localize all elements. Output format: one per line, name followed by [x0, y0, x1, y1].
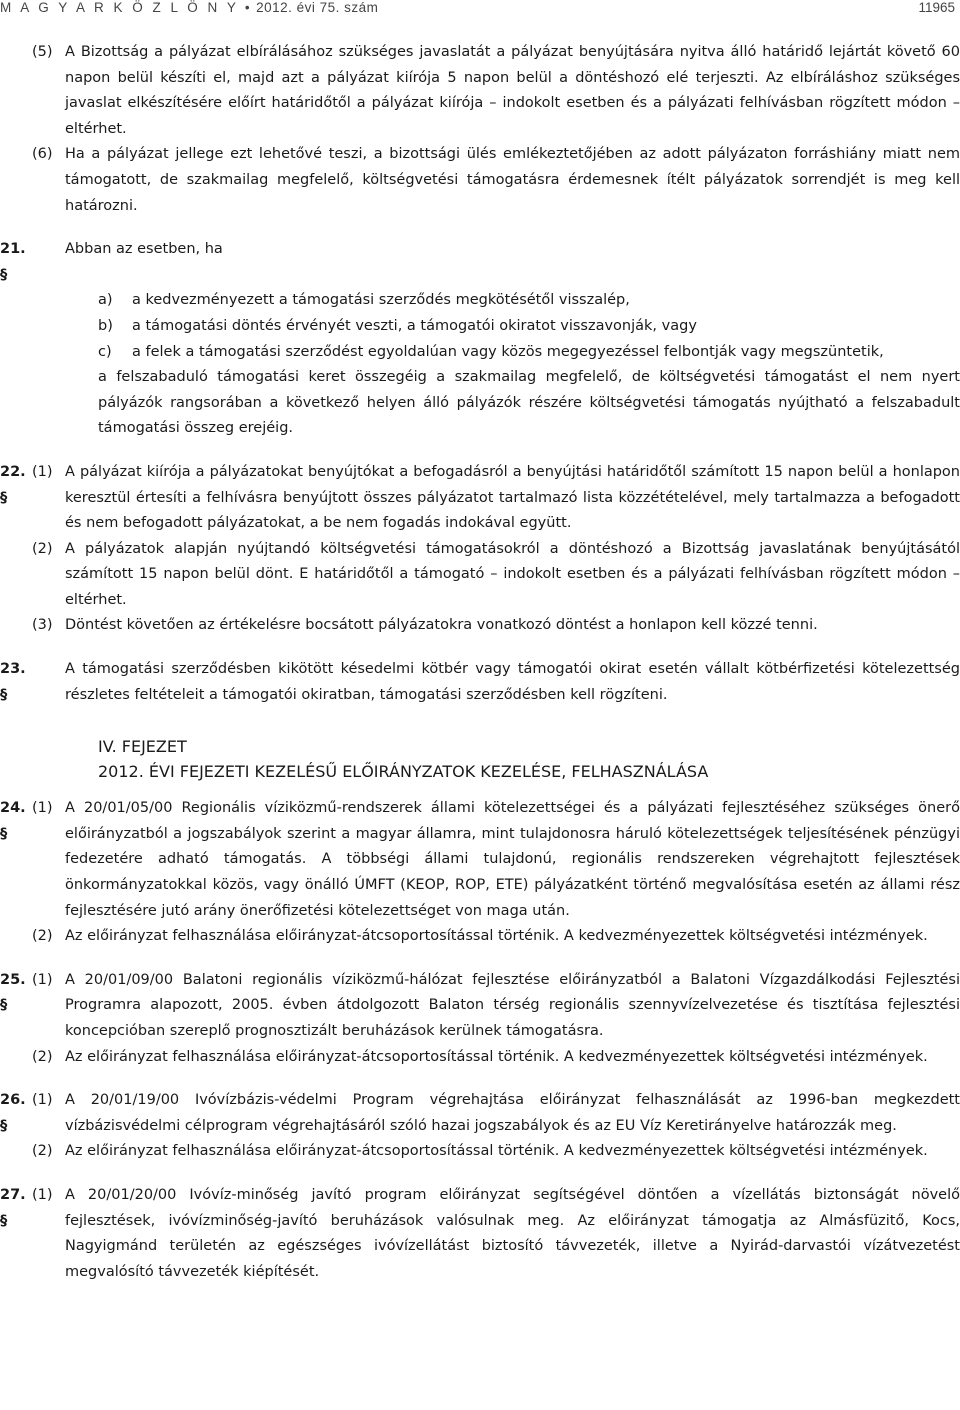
issue-label: 2012. évi 75. szám	[256, 0, 379, 15]
page-header	[0, 0, 955, 16]
section-25-paragraph-2	[0, 1045, 960, 1071]
paragraph-number: (2)	[32, 928, 53, 945]
item-label: a)	[98, 292, 113, 309]
page-number: 11965	[918, 0, 955, 15]
section-number: 23. §	[0, 661, 26, 703]
paragraph-text: Döntést követően az értékelésre bocsátott pályázatokra vonatkozó döntést a honlapon kell közzé tenni.	[65, 617, 818, 634]
paragraph-text: A 20/01/20/00 Ivóvíz-minőség javító program előirányzat segítségével döntően a vízellátás biztonságát növelő fejlesztések, ivóvízminőség-javító beruházások valósulnak meg. Az előirányzat támogatja az Almásfüzitő, Kocs, Nagyigmánd területén az egészséges ivóvízellátást biztosító távvezeték, illetve a Nyirád-darvastói vízátvezetést megvalósító távvezeték kiépítését.	[65, 1186, 960, 1280]
section-21-closing: a felszabaduló támogatási keret összegéig a szakmailag megfelelő, de költségvetési támogatást el nem nyert pályázók rangsorában a következő helyen álló pályázók részére költségvetési támogatás nyújtható a felszabadult támogatási összeg erejéig.	[98, 369, 960, 437]
section-intro: Abban az esetben, ha	[65, 241, 223, 258]
chapter-subtitle: 2012. ÉVI FEJEZETI KEZELÉSŰ ELŐIRÁNYZATOK KEZELÉSE, FELHASZNÁLÁSA	[98, 762, 709, 782]
section-22-paragraph-2	[0, 537, 960, 614]
paragraph-text: A pályázat kiírója a pályázatokat benyújtókat a befogadásról a benyújtási határidőtől számított 15 napon belül a honlapon keresztül értesíti a felhívásra benyújtott összes pályázatot tartalmazó lista közzétételével, mely tartalmazza a befogadott és nem befogadott pályázatokat, a be nem fogadás indokával együtt.	[65, 463, 960, 532]
section-22-paragraph-3	[0, 613, 960, 639]
item-text: a kedvezményezett a támogatási szerződés megkötésétől visszalép,	[132, 292, 630, 309]
paragraph-text: Az előirányzat felhasználása előirányzat-átcsoportosítással történik. A kedvezményezettek költségvetési intézmények.	[65, 1143, 928, 1160]
section-text: A támogatási szerződésben kikötött késedelmi kötbér vagy támogatói okirat esetén vállalt kötbérfizetési kötelezettség részletes feltételeit a támogatói okiratban, támogatási szerződésben kell rögzíteni.	[65, 661, 960, 703]
paragraph-text: A 20/01/09/00 Balatoni regionális víziközmű-hálózat fejlesztése előirányzatból a Balatoni Vízgazdálkodási Fejlesztési Programra alapozott, 2005. évben átdolgozott Balaton térség regionális szennyvízelvezetése és tisztítása fejlesztési koncepcióban szereplő prognosztizált beruházások kerülnek támogatásra.	[65, 971, 960, 1039]
section-number: 27. §	[0, 1186, 26, 1229]
item-label: c)	[98, 343, 112, 360]
header-bullet: •	[244, 0, 251, 15]
paragraph-text: Az előirányzat felhasználása előirányzat-átcsoportosítással történik. A kedvezményezettek költségvetési intézmények.	[65, 928, 928, 945]
paragraph-number: (2)	[32, 540, 53, 557]
section-26-paragraph-1	[0, 1088, 960, 1139]
page-body	[0, 40, 960, 1285]
section-24-paragraph-2	[0, 924, 960, 950]
section-25-paragraph-1	[0, 968, 960, 1045]
section-number: 25. §	[0, 971, 26, 1014]
list-item	[0, 340, 960, 366]
section-26-paragraph-2	[0, 1139, 960, 1165]
list-item	[0, 288, 960, 314]
paragraph-number: (2)	[32, 1143, 53, 1160]
section-27-paragraph-1	[0, 1183, 960, 1285]
paragraph-number: (1)	[32, 1186, 53, 1203]
paragraph-text: A pályázatok alapján nyújtandó költségvetési támogatásokról a döntéshozó a Bizottság javaslatának benyújtásától számított 15 napon belül dönt. E határidőtől a támogató – indokolt esetben és a pályázati felhívásban rögzített módon – eltérhet.	[65, 540, 960, 608]
paragraph-number: (6)	[32, 146, 53, 163]
section-number: 22. §	[0, 463, 26, 506]
paragraph-number: (2)	[32, 1048, 53, 1065]
paragraph-number: (1)	[32, 1092, 53, 1109]
paragraph-text: A 20/01/19/00 Ivóvízbázis-védelmi Program végrehajtása előirányzat felhasználását az 1996-ban megkezdett vízbázisvédelmi célprogram végrehajtásáról szóló hazai jogszabályok és az EU Víz Keretirányelve határozzák meg.	[65, 1092, 960, 1134]
paragraph-text: Ha a pályázat jellege ezt lehetővé teszi, a bizottsági ülés emlékeztetőjében az adott pályázaton forráshiány miatt nem támogatott, de szakmailag megfelelő, költségvetési támogatásra érdemesnek ítélt pályázatok sorrendjét is meg kell határozni.	[65, 146, 960, 214]
section-24-paragraph-1	[0, 796, 960, 924]
item-text: a támogatási döntés érvényét veszti, a támogatói okiratot visszavonják, vagy	[132, 317, 697, 334]
section-number: 26. §	[0, 1092, 26, 1134]
section-number: 21. §	[0, 241, 26, 283]
paragraph-number: (3)	[32, 617, 53, 634]
list-item	[0, 314, 960, 340]
paragraph-text: Az előirányzat felhasználása előirányzat-átcsoportosítással történik. A kedvezményezettek költségvetési intézmények.	[65, 1048, 928, 1065]
publication-title: M A G Y A R K Ö Z L Ö N Y	[0, 0, 239, 15]
section-20-paragraph-6	[0, 142, 960, 219]
chapter-title: IV. FEJEZET	[98, 737, 187, 757]
item-text: a felek a támogatási szerződést egyoldalúan vagy közös megegyezéssel felbontják vagy megszüntetik,	[132, 343, 884, 360]
section-22-paragraph-1	[0, 460, 960, 537]
paragraph-text: A 20/01/05/00 Regionális víziközmű-rendszerek állami kötelezettségei és a pályázati fejlesztéséhez szükséges önerő előirányzatból a jogszabályok szerint a magyar államra, mint tulajdonosra háruló kötelezettségek teljesítésének pénzügyi fedezetére adható támogatás. A többségi állami tulajdonú, regionális rendszereken végrehajtott fejlesztések önkormányzatokkal közös, vagy önálló ÚMFT (KEOP, ROP, ETE) pályázatként történő megvalósítása esetén az állami rész fejlesztésére jutó arány önerőfizetési kötelezettséget von maga után.	[65, 800, 960, 919]
section-21	[0, 237, 960, 288]
section-number: 24. §	[0, 800, 26, 842]
section-20-paragraph-5	[0, 40, 960, 142]
paragraph-number: (1)	[32, 800, 53, 817]
chapter-heading	[0, 734, 960, 784]
paragraph-number: (1)	[32, 971, 53, 988]
item-label: b)	[98, 317, 113, 334]
header-left	[0, 0, 378, 15]
section-23	[0, 657, 960, 708]
paragraph-number: (1)	[32, 463, 53, 480]
paragraph-number: (5)	[32, 44, 53, 60]
paragraph-text: A Bizottság a pályázat elbírálásához szükséges javaslatát a pályázat benyújtására nyitva álló határidő lejártát követő 60 napon belül készíti el, majd azt a pályázat kiírója 5 napon belül a döntéshozó elé terjeszti. Az elbíráláshoz szükséges javaslat elkészítésére előírt határidőtől a pályázat kiírója – indokolt esetben és a pályázati felhívásban rögzített módon – eltérhet.	[65, 44, 960, 137]
